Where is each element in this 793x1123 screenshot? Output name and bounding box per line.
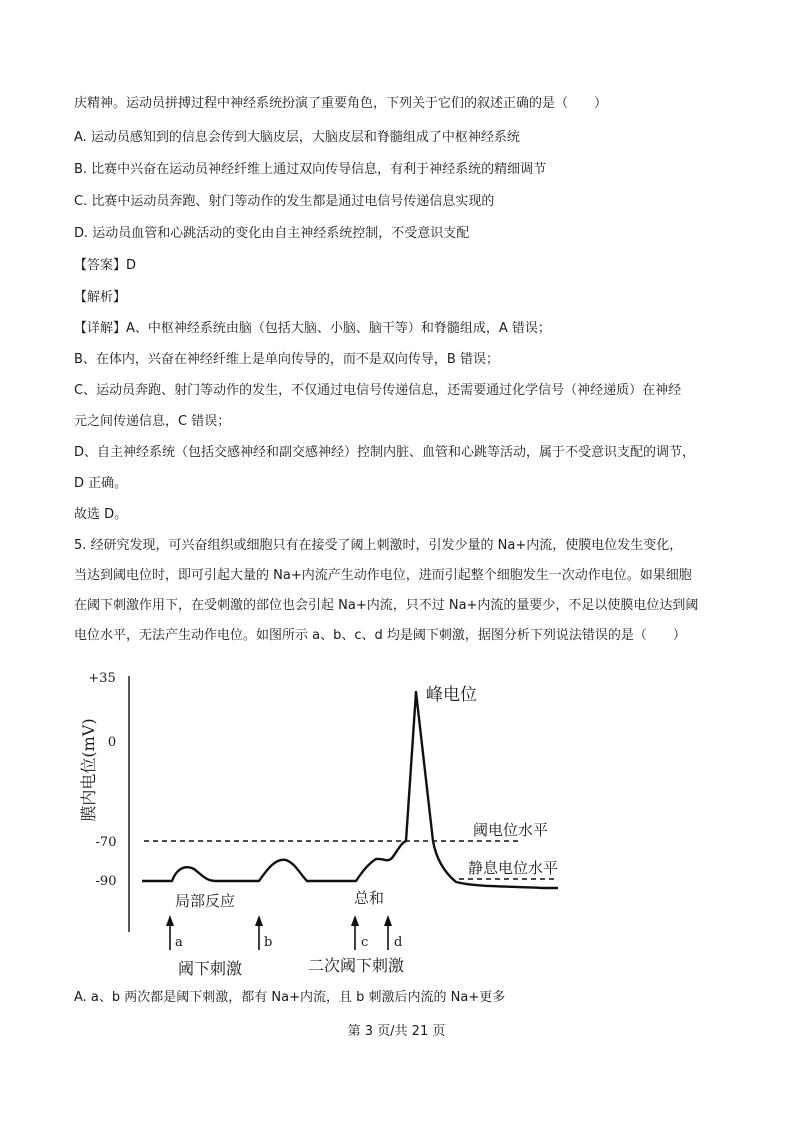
explanation-c-2: 元之间传递信息，C 错误； — [74, 414, 231, 429]
question-stem-continuation: 庆精神。运动员拼搏过程中神经系统扮演了重要角色，下列关于它们的叙述正确的是（ ） — [74, 96, 608, 111]
local-response-label: 局部反应 — [175, 892, 236, 910]
double-subthreshold-label: 二次阈下刺激 — [308, 956, 405, 975]
summation-label: 总和 — [354, 889, 385, 907]
explanation-a: 【详解】A、中枢神经系统由脑（包括大脑、小脑、脑干等）和脊髓组成，A 错误； — [74, 321, 551, 336]
final-choice: 故选 D。 — [74, 507, 128, 522]
analysis-label: 【解析】 — [74, 290, 127, 305]
membrane-potential-svg — [79, 662, 604, 982]
y-tick-plus35: +35 — [88, 671, 116, 686]
y-axis-label: 膜内电位(mV) — [79, 718, 98, 822]
membrane-potential-figure — [79, 662, 604, 982]
y-tick-0: 0 — [107, 735, 117, 750]
explanation-d-2: D 正确。 — [74, 476, 128, 491]
question5-line-3: 在阈下刺激作用下，在受刺激的部位也会引起 Na+内流，只不过 Na+内流的量要少，不足以使膜电位达到阈 — [74, 598, 699, 613]
answer-label: 【答案】D — [74, 258, 137, 273]
question5-line-2: 当达到阈电位时，即可引起大量的 Na+内流产生动作电位，进而引起整个细胞发生一次动作电位。如果细胞 — [74, 568, 692, 583]
arrow-b-label: b — [264, 935, 273, 950]
arrow-c-label: c — [361, 935, 369, 950]
option-b-q4: B. 比赛中兴奋在运动员神经纤维上通过双向传导信息，有利于神经系统的精细调节 — [74, 162, 547, 177]
arrow-a-label: a — [175, 935, 183, 950]
explanation-d-1: D、自主神经系统（包括交感神经和副交感神经）控制内脏、血管和心跳等活动，属于不受意识支配的调节， — [74, 445, 696, 460]
resting-label: 静息电位水平 — [468, 859, 559, 877]
arrow-d-label: d — [394, 935, 403, 950]
question5-option-a: A. a、b 两次都是阈下刺激，都有 Na+内流，且 b 刺激后内流的 Na+更多 — [74, 990, 506, 1005]
peak-label: 峰电位 — [426, 685, 477, 705]
explanation-b: B、在体内，兴奋在神经纤维上是单向传导的，而不是双向传导，B 错误； — [74, 352, 499, 367]
arrow-b — [255, 915, 272, 950]
question5-line-1: 5. 经研究发现，可兴奋组织或细胞只有在接受了阈上刺激时，引发少量的 Na+内流，使膜电位发生变化， — [74, 538, 683, 553]
y-tick-minus90: -90 — [95, 874, 117, 889]
arrow-d — [384, 915, 402, 950]
subthreshold-label: 阈下刺激 — [178, 959, 243, 978]
y-tick-minus70: -70 — [95, 835, 117, 850]
page-footer: 第 3 页/共 21 页 — [347, 1024, 446, 1039]
option-d-q4: D. 运动员血管和心跳活动的变化由自主神经系统控制，不受意识支配 — [74, 226, 470, 241]
option-c-q4: C. 比赛中运动员奔跑、射门等动作的发生都是通过电信号传递信息实现的 — [74, 194, 495, 209]
question5-line-4: 电位水平，无法产生动作电位。如图所示 a、b、c、d 均是阈下刺激，据图分析下列说法错误的是（ ） — [74, 628, 686, 643]
option-a-q4: A. 运动员感知到的信息会传到大脑皮层，大脑皮层和脊髓组成了中枢神经系统 — [74, 130, 520, 145]
arrow-a — [166, 915, 183, 950]
explanation-c-1: C、运动员奔跑、射门等动作的发生，不仅通过电信号传递信息，还需要通过化学信号（神经递质）在神经 — [74, 383, 682, 398]
arrow-c — [351, 915, 368, 950]
threshold-label: 阈电位水平 — [473, 821, 549, 839]
